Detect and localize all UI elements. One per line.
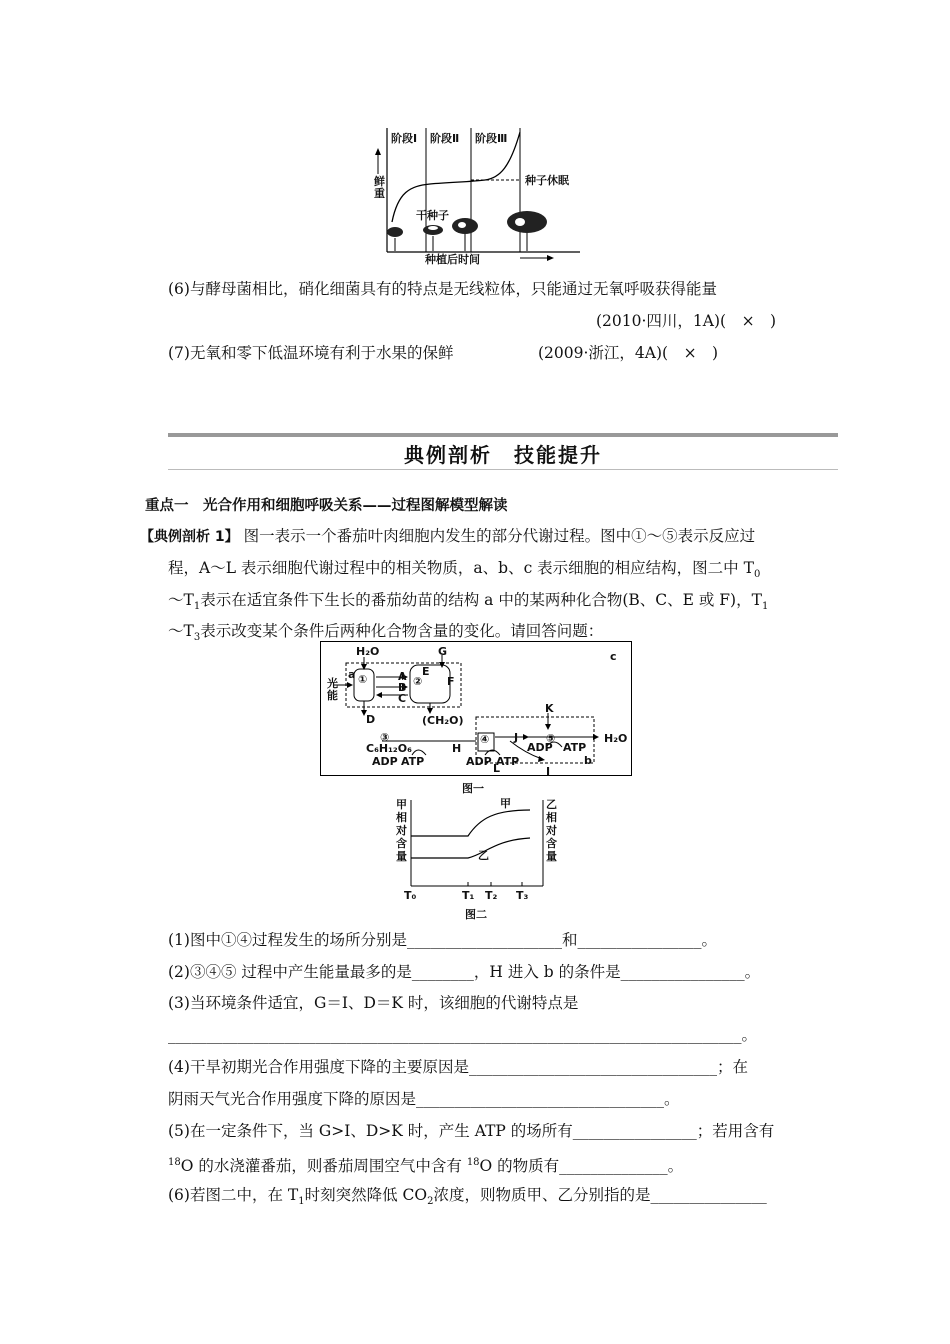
question-5-line-2b: O 的物质有______________。 [479,1157,684,1176]
item-7-source: (2009·浙江，4A)( × ) [538,344,719,362]
question-5-line-1: (5)在一定条件下，当 G>I、D>K 时，产生 ATP 的场所有________________；若用含有 [168,1122,775,1140]
atp-2-label: ATP [496,755,520,768]
o18-sup-2: 18 [466,1157,480,1168]
question-3-blank[interactable]: __________________________________________________________________________。 [168,1026,758,1044]
g-label: G [438,645,448,658]
process-4-label: ④ [480,733,490,746]
stage-2-label: 阶段Ⅱ [430,132,460,145]
ch2o-label: (CH₂O) [422,714,464,727]
stage-1-label: 阶段Ⅰ [391,132,418,145]
question-1: (1)图中①④过程发生的场所分别是____________________和________________。 [168,931,717,949]
item-6-text: (6)与酵母菌相比，硝化细菌具有的特点是无线粒体，只能通过无氧呼吸获得能量 [168,280,717,298]
glucose-label: C₆H₁₂O₆ [366,742,412,755]
h2o-out-label: H₂O [604,732,628,745]
o18-sup: 18 [168,1157,181,1168]
t1-sub-2: 1 [761,601,769,613]
process-2-label: ② [413,675,423,688]
example-line-3b: 表示在适宜条件下生长的番茄幼苗的结构 a 中的某两种化合物(B、C、E 或 F)，T [200,591,762,609]
c-compound-label: C [398,692,407,705]
dormancy-label: 种子休眠 [525,174,569,187]
t1-label: T₁ [462,889,475,902]
b-compound-label: B [398,681,407,694]
series-jia-label: 甲 [500,797,511,810]
example-line-3 [168,590,768,617]
k-label: K [545,702,554,715]
t0-sub: 0 [753,569,761,581]
question-6 [168,1185,767,1212]
xlabel-time: 种植后时间 [425,253,480,266]
example-line-1-text: 图一表示一个番茄叶肉细胞内发生的部分代谢过程。图中①～⑤表示反应过 [243,527,756,545]
focus-heading: 重点一 光合作用和细胞呼吸关系——过程图解模型解读 [145,498,508,514]
struct-b-label: b [584,754,592,767]
question-4-line-2: 阴雨天气光合作用强度下降的原因是________________________________。 [168,1090,680,1108]
figure-1-caption: 图一 [462,782,484,795]
figure-2-caption: 图二 [465,908,487,921]
struct-c-label: c [610,650,617,663]
process-5-label: ⑤ [546,732,556,745]
i-label: I [546,765,551,778]
f-label: F [447,675,455,688]
item-6-source: (2010·四川，1A)( × ) [596,312,777,330]
process-3-label: ③ [380,731,390,744]
t3-label: T₃ [516,889,529,902]
t0-label: T₀ [404,889,417,902]
example-line-2-text: 程，A～L 表示细胞代谢过程中的相关物质，a、b、c 表示细胞的相应结构，图二中 T [168,559,754,577]
figure-2-right-axis: 乙相对含量 [546,798,557,863]
atp-3-label: ATP [563,741,587,754]
question-3: (3)当环境条件适宜，G＝I、D＝K 时，该细胞的代谢特点是 [168,994,579,1012]
t1-sub: 1 [193,601,201,613]
ylabel-fresh-weight: 鲜重 [374,175,385,200]
d-label: D [366,713,376,726]
e-label: E [422,665,430,678]
question-6b: 时刻突然降低 CO [304,1186,428,1204]
example-tag: 【典例剖析 1】 [140,529,239,545]
q6-t1-sub: 1 [298,1196,305,1208]
example-line-2 [168,558,760,585]
example-line-4a: ～T [168,622,194,640]
atp-1-label: ATP [401,755,425,768]
item-7-text: (7)无氧和零下低温环境有利于水果的保鲜 [168,344,454,362]
question-5-line-2a: O 的水浇灌番茄，则番茄周围空气中含有 [180,1157,467,1176]
light-label: 光能 [327,677,338,702]
t2-label: T₂ [485,889,498,902]
question-4-line-1: (4)干旱初期光合作用强度下降的主要原因是________________________________；在 [168,1058,748,1076]
adp-2-label: ADP [466,755,492,768]
example-line-1 [140,526,755,547]
adp-3-label: ADP [527,741,553,754]
section-title: 典例剖析 技能提升 [404,443,602,467]
example-line-4b: 表示改变某个条件后两种化合物含量的变化。请回答问题： [200,622,604,640]
question-6c: 浓度，则物质甲、乙分别指的是_______________ [433,1186,767,1204]
series-yi-label: 乙 [478,849,489,862]
a-compound-label: A [398,670,407,683]
section-top-rule [168,433,838,437]
struct-a-label: a [348,668,356,681]
stage-3-label: 阶段Ⅲ [475,132,508,145]
question-2: (2)③④⑤ 过程中产生能量最多的是________，H 进入 b 的条件是________________。 [168,963,761,981]
adp-1-label: ADP [372,755,398,768]
t3-sub: 3 [193,632,201,644]
question-5-line-2 [168,1153,683,1176]
figure-2-left-axis: 甲相对含量 [396,798,407,863]
h-label: H [452,742,462,755]
l-label: L [493,762,501,775]
question-6a: (6)若图二中，在 T [168,1186,299,1204]
h2o-in-label: H₂O [356,645,380,658]
process-1-label: ① [358,673,368,686]
section-bottom-rule [168,469,838,470]
example-line-3a: ～T [168,591,194,609]
co2-sub: 2 [427,1196,434,1208]
dry-seed-label: 干种子 [416,209,449,222]
j-label: J [514,731,519,744]
